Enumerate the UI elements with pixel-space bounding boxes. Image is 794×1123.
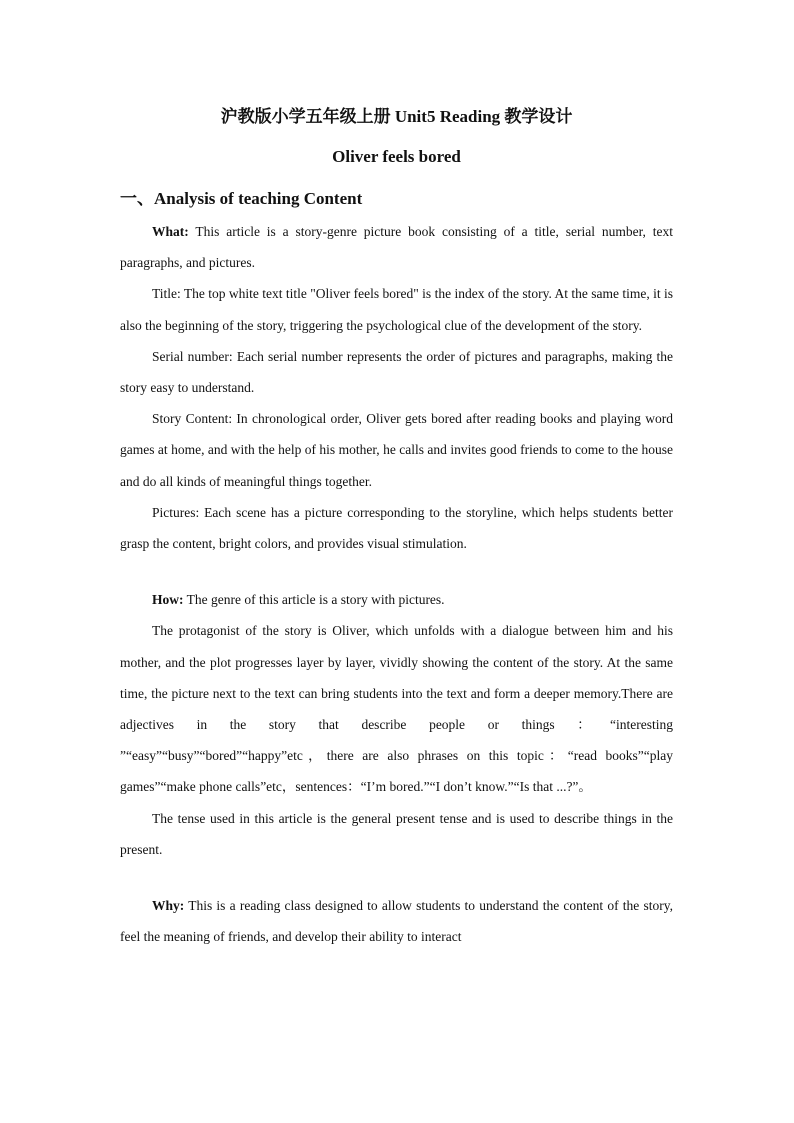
- protagonist-paragraph: The protagonist of the story is Oliver, which unfolds with a dialogue between him and his mother, and the plot progresses layer by layer, vividly showing the content of the story. At the same time, the picture next to the text can bring students into the text and form a deeper memory.There are adjectives in the story that describe people or things ：“interesting ”“easy”“busy”“bored”“happy”etc，there are also phrases on this topic：“read books”“play games”“make phone calls”etc，sentences：“I’m bored.”“I don’t know.”“Is that ...?”。: [120, 623, 673, 795]
- section-heading-analysis: 一、Analysis of teaching Content: [120, 189, 363, 208]
- why-text: This is a reading class designed to allow students to understand the content of the story, feel the meaning of friends, and develop their ability to interact: [120, 898, 673, 945]
- tense-paragraph: The tense used in this article is the general present tense and is used to describe things in the present.: [120, 810, 673, 857]
- what-paragraph: [120, 216, 673, 278]
- document-page: [120, 100, 673, 952]
- document-subtitle: Oliver feels bored: [332, 147, 461, 166]
- what-label: What:: [152, 224, 189, 239]
- paragraph-gap: [120, 865, 673, 890]
- serial-number-paragraph: Serial number: Each serial number represents the order of pictures and paragraphs, making the story easy to understand.: [120, 348, 673, 396]
- how-label: How:: [152, 592, 184, 608]
- story-content-paragraph: Story Content: In chronological order, Oliver gets bored after reading books and playing word games at home, and with the help of his mother, he calls and invites good friends to come to the house and do all kinds of meaningful things together.: [120, 411, 673, 489]
- document-title: 沪教版小学五年级上册 Unit5 Reading 教学设计: [220, 107, 573, 126]
- title-paragraph: Title: The top white text title "Oliver feels bored" is the index of the story. At the same time, it is also the beginning of the story, triggering the psychological clue of the development of the story.: [120, 286, 673, 333]
- how-text: The genre of this article is a story with pictures.: [183, 592, 445, 608]
- pictures-paragraph: Pictures: Each scene has a picture corresponding to the storyline, which helps students better grasp the content, bright colors, and provides visual stimulation.: [120, 504, 673, 552]
- paragraph-gap: [120, 559, 673, 584]
- why-paragraph: [120, 890, 673, 952]
- why-label: Why:: [152, 898, 185, 914]
- what-text: This article is a story-genre picture book consisting of a title, serial number, text paragraphs, and pictures.: [120, 224, 673, 271]
- how-paragraph: [120, 584, 673, 615]
